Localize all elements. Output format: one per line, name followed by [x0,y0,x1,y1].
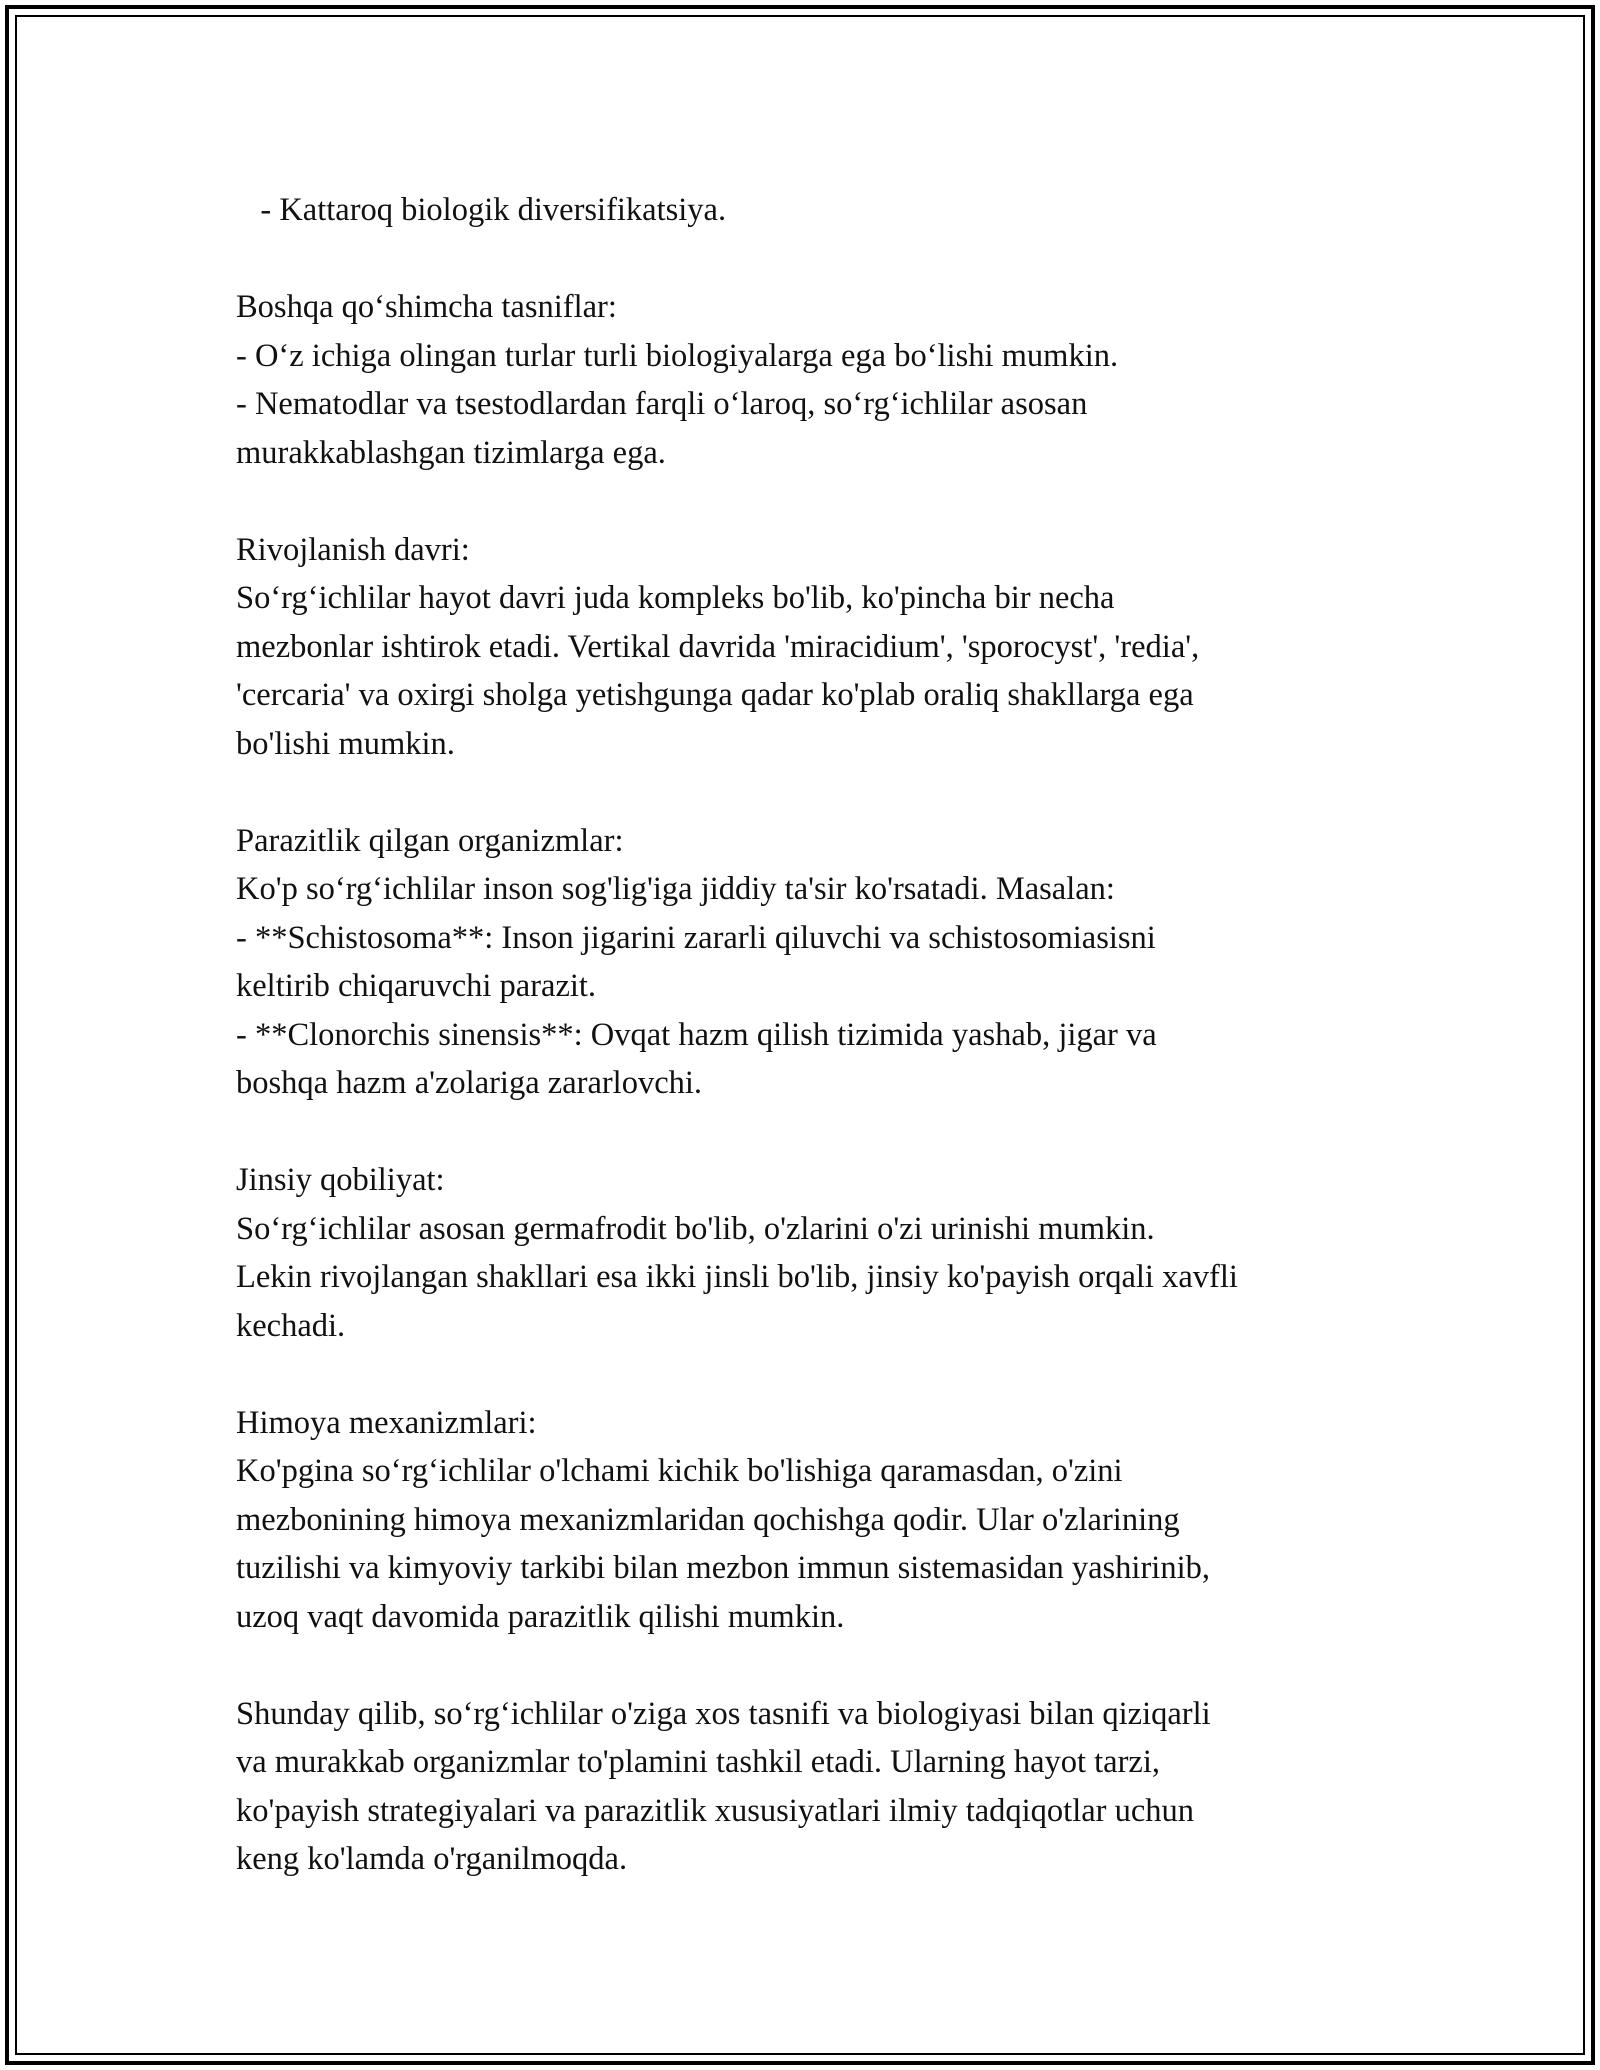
text-line: So‘rg‘ichlilar hayot davri juda kompleks bo'lib, ko'pincha bir necha [236,580,1115,616]
text-line: tuzilishi va kimyoviy tarkibi bilan mezbon immun sistemasidan yashirinib, [236,1550,1210,1586]
text-line: kechadi. [236,1307,346,1344]
text-line: bo'lishi mumkin. [236,725,455,762]
section-heading: Boshqa qo‘shimcha tasniflar: [236,289,617,325]
section-heading: Parazitlik qilgan organizmlar: [236,822,624,859]
text-line: mezbonining himoya mexanizmlaridan qochishga qodir. Ular o'zlarining [236,1501,1180,1538]
paragraph [236,1156,1396,1350]
text-line: keng ko'lamda o'rganilmoqda. [236,1841,628,1877]
text-line: va murakkab organizmlar to'plamini tashkil etadi. Ularning hayot tarzi, [236,1744,1161,1780]
paragraph [236,1690,1396,1884]
text-line: uzoq vaqt davomida parazitlik qilishi mumkin. [236,1598,845,1635]
text-line: mezbonlar ishtirok etadi. Vertikal davrida 'miracidium', 'sporocyst', 'redia', [236,628,1200,665]
text-line: - **Clonorchis sinensis**: Ovqat hazm qilish tizimida yashab, jigar va [236,1016,1157,1053]
text-line: - Kattaroq biologik diversifikatsiya. [236,192,727,228]
text-line: murakkablashgan tizimlarga ega. [236,434,666,471]
paragraph [236,526,1396,769]
text-line: Ko'pgina so‘rg‘ichlilar o'lchami kichik bo'lishiga qaramasdan, o'zini [236,1453,1123,1489]
paragraph [236,283,1396,477]
section-heading: Rivojlanish davri: [236,531,470,568]
document-body [236,186,1396,1884]
text-line: 'cercaria' va oxirgi sholga yetishgunga qadar ko'plab oraliq shakllarga ega [236,677,1194,713]
text-line: - O‘z ichiga olingan turlar turli biologiyalarga ega bo‘lishi mumkin. [236,337,1119,374]
text-line: So‘rg‘ichlilar asosan germafrodit bo'lib, o'zlarini o'zi urinishi mumkin. [236,1210,1155,1247]
paragraph [236,1399,1396,1642]
text-line: - **Schistosoma**: Inson jigarini zararli qiluvchi va schistosomiasisni [236,919,1156,956]
text-line: boshqa hazm a'zolariga zararlovchi. [236,1065,703,1101]
text-line: Lekin rivojlangan shakllari esa ikki jinsli bo'lib, jinsiy ko'payish orqali xavfli [236,1259,1238,1295]
paragraph [236,817,1396,1108]
text-line: Ko'p so‘rg‘ichlilar inson sog'lig'iga jiddiy ta'sir ko'rsatadi. Masalan: [236,871,1115,907]
section-heading: Himoya mexanizmlari: [236,1404,537,1441]
paragraph [236,186,1396,235]
text-line: - Nematodlar va tsestodlardan farqli o‘laroq, so‘rg‘ichlilar asosan [236,386,1088,422]
section-heading: Jinsiy qobiliyat: [236,1162,445,1198]
text-line: keltirib chiqaruvchi parazit. [236,968,597,1004]
text-line: Shunday qilib, so‘rg‘ichlilar o'ziga xos tasnifi va biologiyasi bilan qiziqarli [236,1695,1211,1732]
text-line: ko'payish strategiyalari va parazitlik xususiyatlari ilmiy tadqiqotlar uchun [236,1792,1195,1829]
